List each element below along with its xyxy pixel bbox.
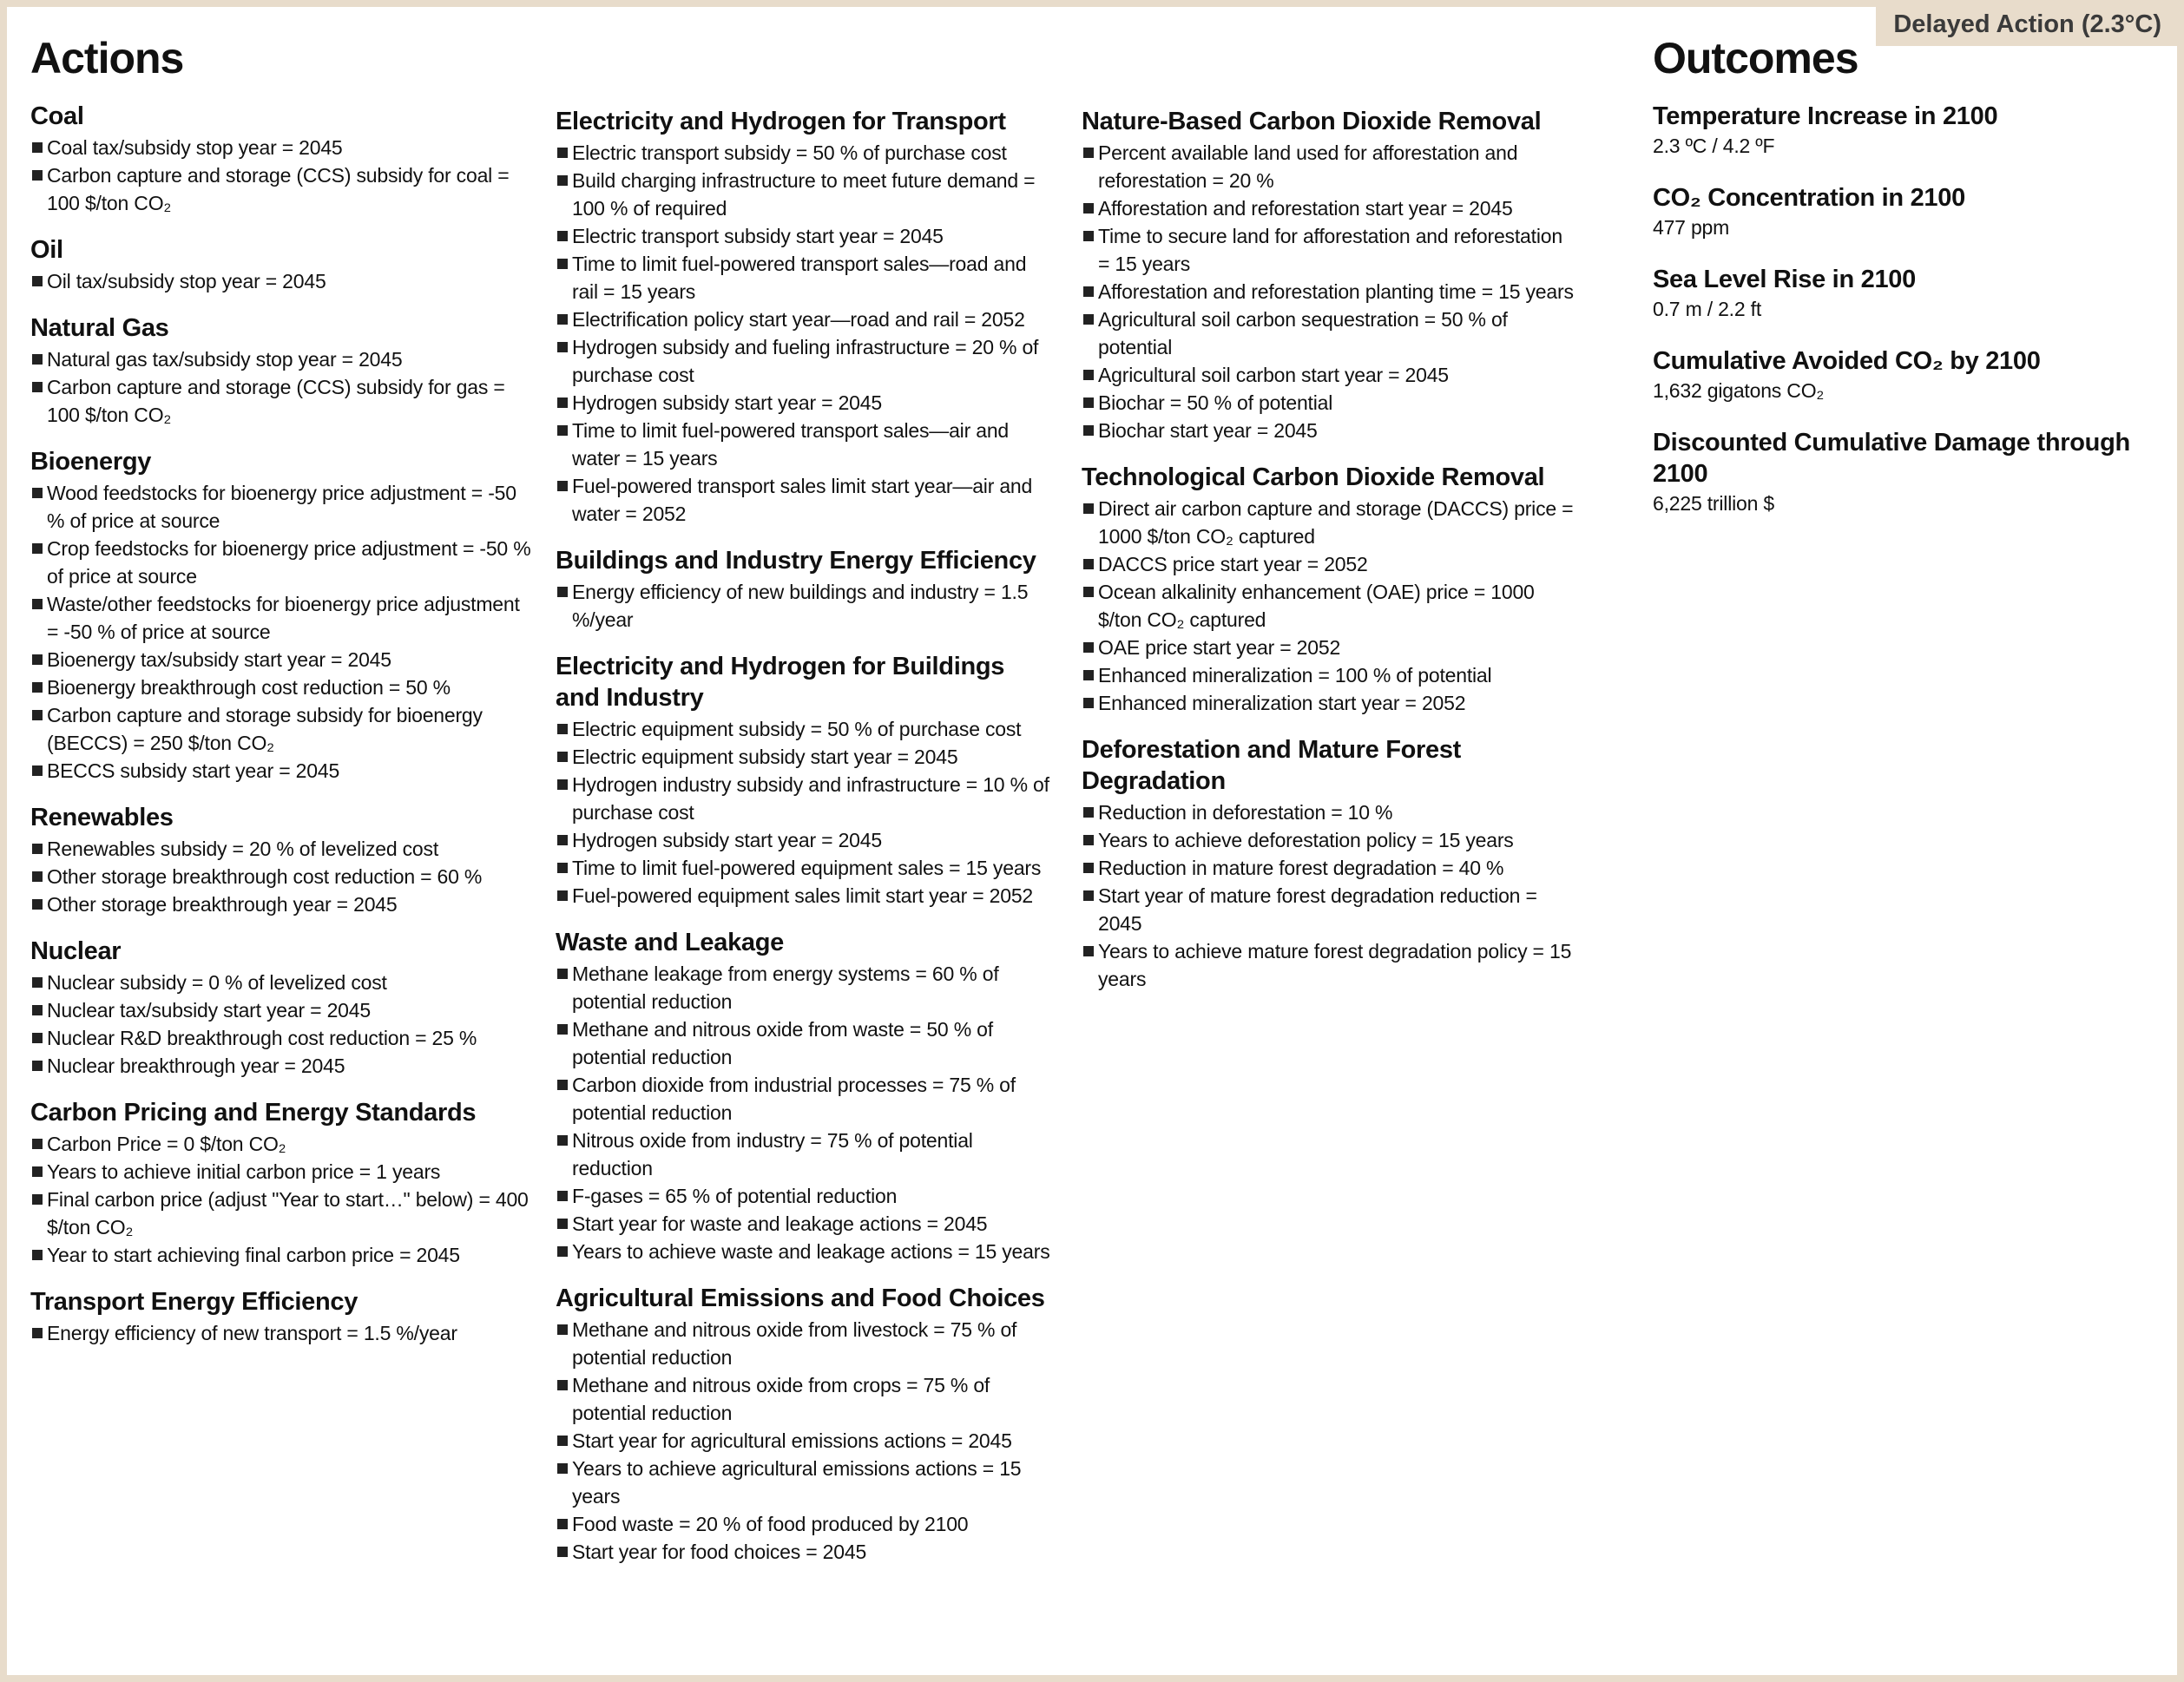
action-list: [1082, 139, 1576, 444]
action-item: Renewables subsidy = 20 % of levelized cost: [30, 835, 534, 863]
action-item: Nuclear tax/subsidy start year = 2045: [30, 996, 534, 1024]
action-item: Start year for agricultural emissions actions = 2045: [556, 1427, 1055, 1455]
action-item: Hydrogen subsidy and fueling infrastructure = 20 % of purchase cost: [556, 333, 1055, 389]
action-item: Fuel-powered transport sales limit start year—air and water = 2052: [556, 472, 1055, 528]
action-section: [30, 936, 534, 1080]
action-item: F-gases = 65 % of potential reduction: [556, 1182, 1055, 1210]
outcome-item: [1653, 101, 2174, 160]
action-item: Years to achieve initial carbon price = 1 years: [30, 1158, 534, 1186]
action-list: [30, 1319, 534, 1347]
outcome-title: Sea Level Rise in 2100: [1653, 266, 1916, 293]
action-item: DACCS price start year = 2052: [1082, 550, 1576, 578]
report-panel: [7, 7, 2177, 1675]
action-section: [30, 101, 534, 217]
action-item: Years to achieve waste and leakage actions = 15 years: [556, 1238, 1055, 1265]
section-title: Oil: [30, 236, 63, 264]
action-item: Hydrogen subsidy start year = 2045: [556, 389, 1055, 417]
action-section: [556, 651, 1055, 910]
outcome-value: 2.3 ºC / 4.2 ºF: [1653, 135, 1775, 157]
action-item: Ocean alkalinity enhancement (OAE) price = 1000 $/ton CO₂ captured: [1082, 578, 1576, 634]
action-item: Time to secure land for afforestation and reforestation = 15 years: [1082, 222, 1576, 278]
action-section: [30, 1286, 534, 1347]
action-item: Electric equipment subsidy = 50 % of purchase cost: [556, 715, 1055, 743]
section-title: Renewables: [30, 804, 174, 831]
action-item: Carbon Price = 0 $/ton CO₂: [30, 1130, 534, 1158]
action-list: [30, 835, 534, 918]
action-section: [556, 106, 1055, 528]
action-item: Hydrogen industry subsidy and infrastructure = 10 % of purchase cost: [556, 771, 1055, 826]
action-item: Enhanced mineralization start year = 2052: [1082, 689, 1576, 717]
section-title: Transport Energy Efficiency: [30, 1288, 359, 1316]
action-item: Start year for food choices = 2045: [556, 1538, 1055, 1566]
action-section: [1082, 106, 1576, 444]
action-item: Carbon capture and storage (CCS) subsidy for gas = 100 $/ton CO₂: [30, 373, 534, 429]
outcomes-list: [1653, 92, 2174, 517]
action-list: [30, 1130, 534, 1269]
action-item: Reduction in deforestation = 10 %: [1082, 798, 1576, 826]
actions-column-1: [30, 7, 534, 1364]
action-item: Nuclear breakthrough year = 2045: [30, 1052, 534, 1080]
action-list: [30, 267, 534, 295]
action-item: Years to achieve deforestation policy = 15 years: [1082, 826, 1576, 854]
section-title: Waste and Leakage: [556, 929, 784, 956]
actions-title: Actions: [30, 34, 184, 82]
action-item: Direct air carbon capture and storage (DACCS) price = 1000 $/ton CO₂ captured: [1082, 495, 1576, 550]
action-item: Bioenergy tax/subsidy start year = 2045: [30, 646, 534, 673]
section-title: Agricultural Emissions and Food Choices: [556, 1284, 1045, 1312]
action-item: Methane leakage from energy systems = 60 % of potential reduction: [556, 960, 1055, 1015]
action-item: Afforestation and reforestation start year = 2045: [1082, 194, 1576, 222]
outcome-title: CO₂ Concentration in 2100: [1653, 184, 1965, 212]
action-item: Methane and nitrous oxide from crops = 75 % of potential reduction: [556, 1371, 1055, 1427]
action-list: [30, 479, 534, 785]
action-item: Waste/other feedstocks for bioenergy price adjustment = -50 % of price at source: [30, 590, 534, 646]
action-item: Other storage breakthrough cost reduction = 60 %: [30, 863, 534, 890]
action-section: [556, 545, 1055, 634]
actions-list-3: [1082, 106, 1576, 993]
action-item: Afforestation and reforestation planting time = 15 years: [1082, 278, 1576, 306]
action-list: [556, 960, 1055, 1265]
action-item: Nuclear subsidy = 0 % of levelized cost: [30, 969, 534, 996]
action-item: Time to limit fuel-powered transport sales—air and water = 15 years: [556, 417, 1055, 472]
outcomes-title: Outcomes: [1653, 34, 1858, 82]
action-list: [30, 969, 534, 1080]
action-list: [556, 139, 1055, 528]
section-title: Electricity and Hydrogen for Transport: [556, 108, 1006, 135]
action-item: Carbon capture and storage (CCS) subsidy for coal = 100 $/ton CO₂: [30, 161, 534, 217]
action-section: [30, 312, 534, 429]
action-item: Other storage breakthrough year = 2045: [30, 890, 534, 918]
action-section: [30, 802, 534, 918]
action-item: Fuel-powered equipment sales limit start year = 2052: [556, 882, 1055, 910]
action-item: Start year for waste and leakage actions = 2045: [556, 1210, 1055, 1238]
section-title: Electricity and Hydrogen for Buildings and Industry: [556, 653, 1005, 712]
action-item: Build charging infrastructure to meet future demand = 100 % of required: [556, 167, 1055, 222]
section-title: Nuclear: [30, 937, 122, 965]
outcome-value: 6,225 trillion $: [1653, 492, 1774, 515]
outcome-title: Cumulative Avoided CO₂ by 2100: [1653, 347, 2041, 375]
section-title: Coal: [30, 102, 84, 130]
action-item: Electric transport subsidy start year = 2045: [556, 222, 1055, 250]
action-item: Methane and nitrous oxide from waste = 50 % of potential reduction: [556, 1015, 1055, 1071]
action-item: Electric equipment subsidy start year = 2045: [556, 743, 1055, 771]
action-item: Natural gas tax/subsidy stop year = 2045: [30, 345, 534, 373]
action-item: Electrification policy start year—road and rail = 2052: [556, 306, 1055, 333]
action-section: [1082, 462, 1576, 717]
outcome-item: [1653, 345, 2174, 404]
action-list: [1082, 798, 1576, 993]
action-item: Time to limit fuel-powered transport sales—road and rail = 15 years: [556, 250, 1055, 306]
action-item: Energy efficiency of new buildings and industry = 1.5 %/year: [556, 578, 1055, 634]
action-item: Carbon capture and storage subsidy for bioenergy (BECCS) = 250 $/ton CO₂: [30, 701, 534, 757]
action-item: Electric transport subsidy = 50 % of purchase cost: [556, 139, 1055, 167]
action-item: Years to achieve agricultural emissions actions = 15 years: [556, 1455, 1055, 1510]
action-item: Hydrogen subsidy start year = 2045: [556, 826, 1055, 854]
action-section: [30, 234, 534, 295]
action-item: Oil tax/subsidy stop year = 2045: [30, 267, 534, 295]
section-title: Natural Gas: [30, 314, 169, 342]
section-title: Bioenergy: [30, 448, 152, 476]
section-title: Buildings and Industry Energy Efficiency: [556, 547, 1036, 575]
actions-list-2: [556, 106, 1055, 1566]
action-item: Agricultural soil carbon sequestration = 50 % of potential: [1082, 306, 1576, 361]
action-section: [556, 927, 1055, 1265]
section-title: Carbon Pricing and Energy Standards: [30, 1099, 477, 1127]
action-item: Biochar start year = 2045: [1082, 417, 1576, 444]
action-item: Start year of mature forest degradation reduction = 2045: [1082, 882, 1576, 937]
outcome-item: [1653, 427, 2174, 517]
action-list: [30, 134, 534, 217]
action-item: Nuclear R&D breakthrough cost reduction = 25 %: [30, 1024, 534, 1052]
action-item: Crop feedstocks for bioenergy price adjustment = -50 % of price at source: [30, 535, 534, 590]
action-item: Time to limit fuel-powered equipment sales = 15 years: [556, 854, 1055, 882]
action-item: Years to achieve mature forest degradation policy = 15 years: [1082, 937, 1576, 993]
action-item: Enhanced mineralization = 100 % of potential: [1082, 661, 1576, 689]
action-item: Bioenergy breakthrough cost reduction = 50 %: [30, 673, 534, 701]
actions-column-2: [556, 7, 1055, 1583]
outcome-item: [1653, 264, 2174, 323]
action-item: OAE price start year = 2052: [1082, 634, 1576, 661]
action-item: BECCS subsidy start year = 2045: [30, 757, 534, 785]
action-item: Methane and nitrous oxide from livestock = 75 % of potential reduction: [556, 1316, 1055, 1371]
action-item: Nitrous oxide from industry = 75 % of potential reduction: [556, 1127, 1055, 1182]
section-title: Technological Carbon Dioxide Removal: [1082, 463, 1545, 491]
action-list: [556, 578, 1055, 634]
action-list: [1082, 495, 1576, 717]
action-item: Wood feedstocks for bioenergy price adjustment = -50 % of price at source: [30, 479, 534, 535]
action-item: Year to start achieving final carbon price = 2045: [30, 1241, 534, 1269]
action-list: [30, 345, 534, 429]
outcome-value: 0.7 m / 2.2 ft: [1653, 298, 1762, 320]
action-section: [556, 1283, 1055, 1566]
action-list: [556, 715, 1055, 910]
outcome-title: Temperature Increase in 2100: [1653, 102, 1998, 130]
action-item: Energy efficiency of new transport = 1.5 %/year: [30, 1319, 534, 1347]
outcomes-column: [1653, 7, 2174, 540]
actions-list-1: [30, 92, 534, 1347]
outcome-item: [1653, 182, 2174, 241]
outcome-value: 1,632 gigatons CO₂: [1653, 379, 1825, 402]
section-title: Nature-Based Carbon Dioxide Removal: [1082, 108, 1542, 135]
action-item: Carbon dioxide from industrial processes = 75 % of potential reduction: [556, 1071, 1055, 1127]
section-title: Deforestation and Mature Forest Degradation: [1082, 736, 1462, 795]
action-item: Agricultural soil carbon start year = 2045: [1082, 361, 1576, 389]
action-item: Coal tax/subsidy stop year = 2045: [30, 134, 534, 161]
action-item: Reduction in mature forest degradation = 40 %: [1082, 854, 1576, 882]
action-item: Biochar = 50 % of potential: [1082, 389, 1576, 417]
scenario-badge: Delayed Action (2.3°C): [1876, 7, 2177, 46]
action-item: Percent available land used for afforestation and reforestation = 20 %: [1082, 139, 1576, 194]
actions-column-3: [1082, 7, 1576, 1010]
outcome-title: Discounted Cumulative Damage through 2100: [1653, 429, 2130, 488]
action-section: [1082, 734, 1576, 993]
action-list: [556, 1316, 1055, 1566]
action-section: [30, 1097, 534, 1269]
action-section: [30, 446, 534, 785]
action-item: Food waste = 20 % of food produced by 2100: [556, 1510, 1055, 1538]
action-item: Final carbon price (adjust "Year to start…" below) = 400 $/ton CO₂: [30, 1186, 534, 1241]
outcome-value: 477 ppm: [1653, 216, 1730, 239]
